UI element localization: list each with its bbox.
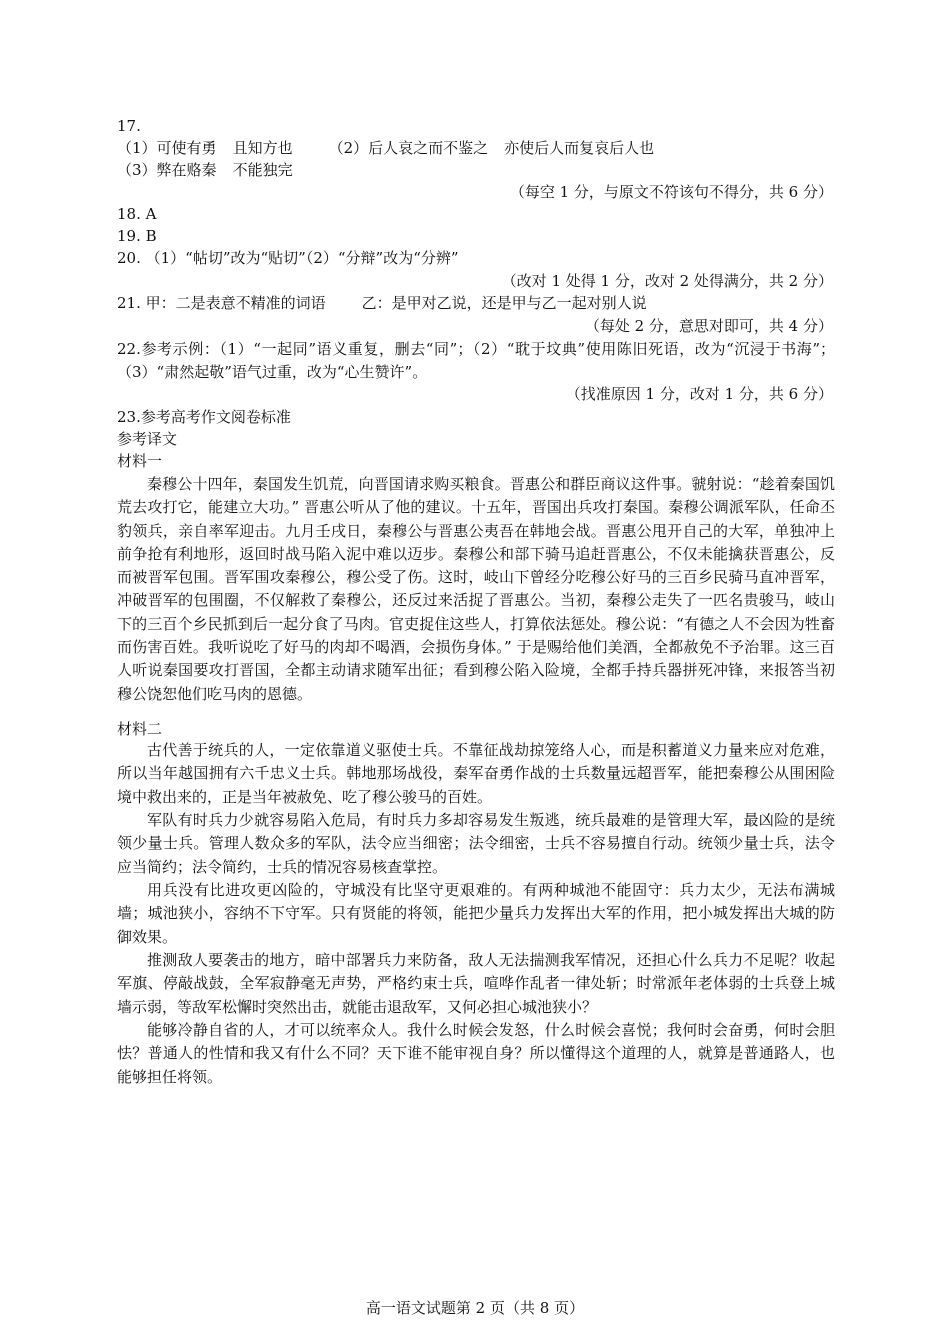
- answer-18: 18. A: [117, 205, 157, 223]
- material-1-paragraph: 秦穆公十四年，秦国发生饥荒，向晋国请求购买粮食。晋惠公和群臣商议这件事。虢射说：“趁着秦国饥荒去攻打它，能建立大功。” 晋惠公听从了他的建议。十五年，晋国出兵攻打秦国。秦穆公调派军队，任命丕豹领兵，亲自率军迎击。九月壬戌日，秦穆公与晋惠公夷吾在韩地会战。晋惠公甩开自己的大军，单独冲上前争抢有利地形，返回时战马陷入泥中难以迈步。秦穆公和部下骑马追赶晋惠公，不仅未能擒获晋惠公，反而被晋军包围。晋军围攻秦穆公，穆公受了伤。这时，岐山下曾经分吃穆公好马的三百乡民骑马直冲晋军，冲破晋军的包围圈，不仅解救了秦穆公，还反过来活捉了晋惠公。当初，秦穆公走失了一匹名贵骏马，岐山下的三百个乡民抓到后一起分食了马肉。官吏捉住这些人，打算依法惩处。穆公说：“有德之人不会因为牲畜而伤害百姓。我听说吃了好马的肉却不喝酒，会损伤身体。” 于是赐给他们美酒，全都赦免不予治罪。这三百人听说秦国要攻打晋国，全都主动请求随军出征；看到穆公陷入险境，全都手持兵器拼死冲锋，来报答当初穆公饶恕他们吃马肉的恩德。: [117, 475, 835, 703]
- material-2-paragraph-4: 推测敌人要袭击的地方，暗中部署兵力来防备，敌人无法揣测我军情况，还担心什么兵力不足呢？收起军旗、停敲战鼓，全军寂静毫无声势，严格约束士兵，喧哗作乱者一律处斩；时常派年老体弱的士兵登上城墙示弱，等敌军松懈时突然出击，就能击退敌军，又何必担心城池狭小？: [117, 951, 835, 1016]
- answer-21: [117, 292, 833, 314]
- answer-17-1-b: 且知方也: [232, 139, 293, 157]
- answer-17-line-1: [117, 137, 833, 159]
- answer-17-3-label: （3）: [117, 161, 157, 179]
- material-2-paragraph-1: 古代善于统兵的人，一定依靠道义驱使士兵。不靠征战劫掠笼络人心，而是积蓄道义力量来应对危难，所以当年越国拥有六千忠义士兵。韩地那场战役，秦军奋勇作战的士兵数量远超晋军，能把秦穆公从围困险境中救出来的，正是当年被赦免、吃了穆公骏马的百姓。: [117, 741, 835, 806]
- answer-21-yi: 乙：是甲对乙说，还是甲与乙一起对别人说: [361, 294, 647, 312]
- answer-17-number: 17.: [117, 117, 141, 135]
- answer-17-score: （每空 1 分，与原文不符该句不得分，共 6 分）: [509, 183, 833, 201]
- page-footer: 高一语文试题第 2 页（共 8 页）: [365, 1299, 585, 1317]
- answer-17-3-a: 弊在赂秦: [156, 161, 217, 179]
- answer-20: 20. （1）“帖切”改为“贴切”（2）“分辩”改为“分辨”: [117, 249, 459, 267]
- answer-20-score: （改对 1 处得 1 分，改对 2 处得满分，共 2 分）: [501, 272, 833, 290]
- answer-17-2-b: 亦使后人而复哀后人也: [504, 139, 655, 157]
- material-2-paragraph-2: 军队有时兵力少就容易陷入危局，有时兵力多却容易发生叛逃，统兵最难的是管理大军，最凶险的是统领少量士兵。管理人数众多的军队，法令应当细密；法令细密，士兵不容易擅自行动。统领少量士兵，法令应当简约；法令简约，士兵的情况容易核查掌控。: [117, 811, 835, 876]
- material-2-paragraph-5: 能够冷静自省的人，才可以统率众人。我什么时候会发怒，什么时候会喜悦；我何时会奋勇，何时会胆怯？普通人的性情和我又有什么不同？天下谁不能审视自身？所以懂得这个道理的人，就算是普通路人，也能够担任将领。: [117, 1021, 835, 1086]
- material-1-title: 材料一: [117, 452, 163, 470]
- answer-22: 22.参考示例：（1）“一起同”语义重复，删去“同”；（2）“耽于坟典”使用陈旧死语，改为“沉浸于书海”；（3）“肃然起敬”语气过重，改为“心生赞许”。: [117, 340, 835, 382]
- material-2-title: 材料二: [117, 720, 163, 738]
- answer-22-score: （找准原因 1 分，改对 1 分，共 6 分）: [565, 385, 833, 403]
- answer-17-3-b: 不能独完: [232, 161, 293, 179]
- answer-19: 19. B: [117, 227, 157, 245]
- answer-17-2-label: （2）: [328, 139, 369, 157]
- material-2-paragraph-3: 用兵没有比进攻更凶险的，守城没有比坚守更艰难的。有两种城池不能固守：兵力太少，无法布满城墙；城池狭小，容纳不下守军。只有贤能的将领，能把少量兵力发挥出大军的作用，把小城发挥出大城的防御效果。: [117, 881, 835, 946]
- answer-23: 23.参考高考作文阅卷标准: [117, 408, 291, 426]
- answer-17-2-a: 后人哀之而不鉴之: [368, 139, 489, 157]
- answer-21-jia: 21. 甲：二是表意不精准的词语: [117, 294, 326, 312]
- answer-21-score: （每处 2 分，意思对即可，共 4 分）: [584, 317, 833, 335]
- translation-heading: 参考译文: [117, 430, 178, 448]
- answer-17-1-label: （1）: [117, 139, 157, 157]
- answer-17-1-a: 可使有勇: [156, 139, 217, 157]
- answer-17-line-3: [117, 159, 833, 181]
